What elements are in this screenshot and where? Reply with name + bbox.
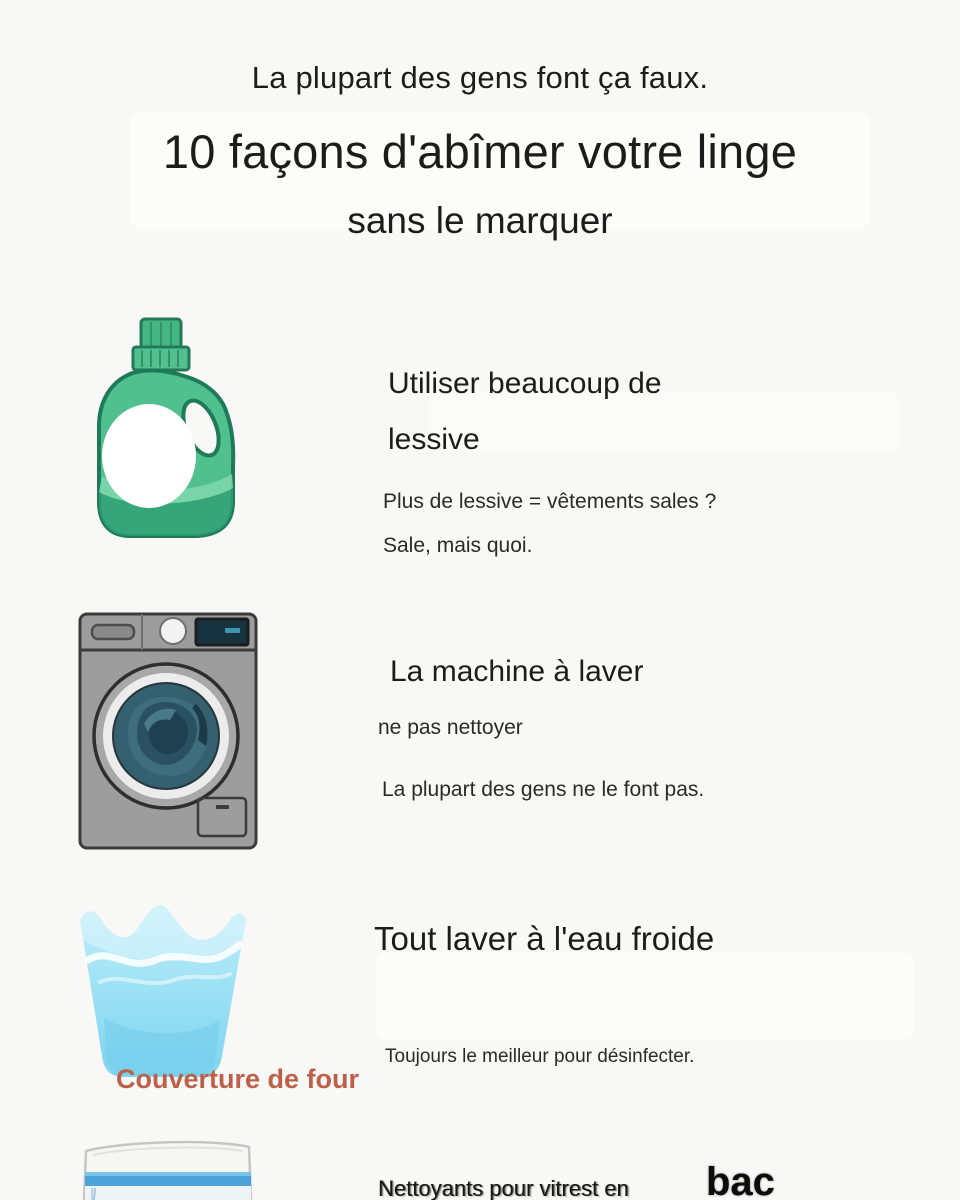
section-3-heading: Tout laver à l'eau froide — [374, 920, 715, 957]
section-2-body-line: ne pas nettoyer — [378, 716, 523, 739]
ziplock-bag-icon — [80, 1135, 255, 1200]
water-bucket-icon — [70, 898, 255, 1080]
section-3-body-line: Toujours le meilleur pour désinfecter. — [385, 1046, 695, 1067]
section-2-heading: La machine à laver — [390, 655, 644, 688]
white-artifact-patch — [375, 952, 915, 1040]
page-title: 10 façons d'abîmer votre linge — [162, 125, 798, 178]
section-1-body-line: Plus de lessive = vêtements sales ? — [383, 490, 717, 513]
washing-machine-icon — [78, 612, 258, 850]
section-4-heading-bold-fragment: bac — [706, 1160, 775, 1200]
detergent-bottle-icon — [86, 316, 238, 546]
section-3-caption: Couverture de four — [116, 1064, 360, 1094]
section-4-heading-fragment: Nettoyants pour vitrest en — [378, 1176, 629, 1200]
section-1-body-line: Sale, mais quoi. — [383, 534, 533, 557]
header-tagline: La plupart des gens font ça faux. — [251, 60, 709, 95]
section-1-heading: Utiliser beaucoup de lessive — [388, 367, 662, 456]
page-subtitle: sans le marquer — [347, 200, 613, 241]
section-2-body-line: La plupart des gens ne le font pas. — [382, 778, 705, 801]
